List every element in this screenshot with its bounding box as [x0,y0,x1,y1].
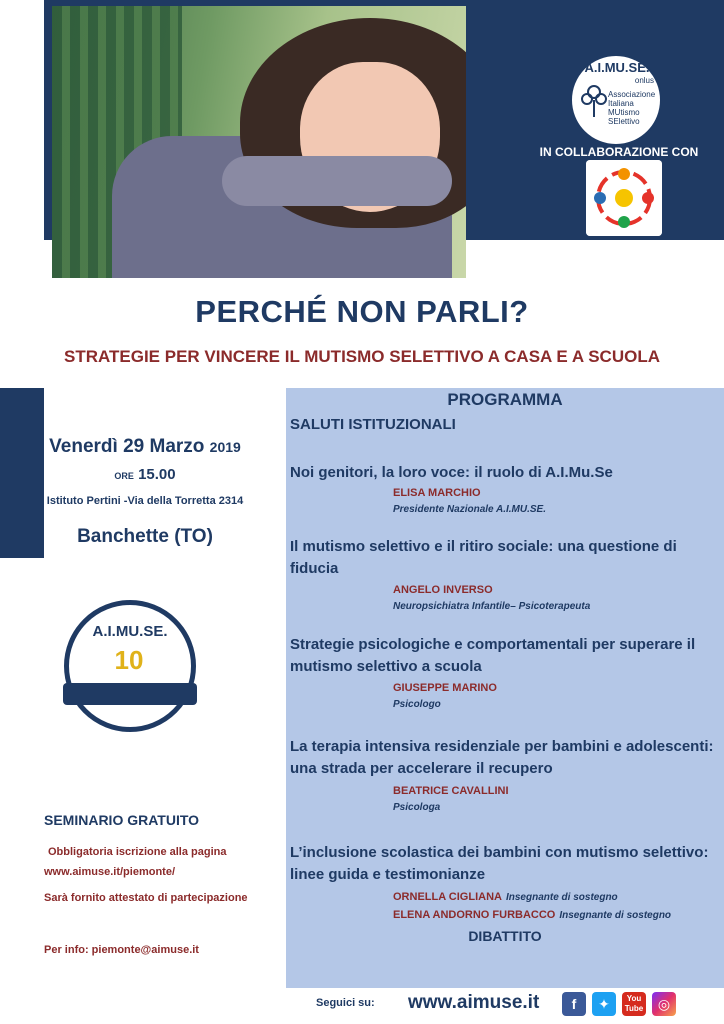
talk-title: Il mutismo selettivo e il ritiro sociale: una questione di fiducia [290,538,677,577]
header-photo [52,6,466,278]
talk-speaker: ORNELLA CIGLIANA Insegnante di sostegno [393,891,618,903]
talk-speaker: GIUSEPPE MARINO [393,682,497,694]
collaboration-label: IN COLLABORAZIONE CON [539,145,699,159]
certificate-text: Sarà fornito attestato di partecipazione [44,892,248,904]
talk-role: Presidente Nazionale A.I.MU.SE. [393,504,547,515]
registration-text: Obbligatoria iscrizione alla pagina [48,846,227,858]
talk-speaker: ELENA ANDORNO FURBACCO Insegnante di sostegno [393,909,672,921]
greetings: SALUTI ISTITUZIONALI [290,416,456,433]
event-time: ORE 15.00 [114,466,176,483]
talk-title: Strategie psicologiche e comportamentali per superare il mutismo selettivo a scuola [290,636,696,675]
follow-label: Seguici su: [316,997,375,1009]
event-city: Banchette (TO) [77,526,213,547]
instagram-icon[interactable]: ◎ [652,992,676,1016]
talk-title: L’inclusione scolastica dei bambini con mutismo selettivo: linee guida e testimonianze [290,844,709,883]
page-subtitle: STRATEGIE PER VINCERE IL MUTISMO SELETTIVO A CASA E A SCUOLA [64,347,660,366]
logo-lines: Associazione Italiana MUtismo SElettivo [608,90,656,126]
talk-speaker: ELISA MARCHIO [393,487,481,499]
talk-speaker: BEATRICE CAVALLINI [393,785,509,797]
registration-link[interactable]: www.aimuse.it/piemonte/ [44,866,176,878]
talk-role: Neuropsichiatra Infantile– Psicoterapeuta [393,601,591,612]
twitter-icon[interactable]: ✦ [592,992,616,1016]
seminar-title: SEMINARIO GRATUITO [44,812,200,828]
partner-logo [586,160,662,236]
event-venue: Istituto Pertini -Via della Torretta 2314 [46,495,244,507]
flower-icon [580,84,608,118]
website-link[interactable]: www.aimuse.it [408,992,540,1013]
program-panel [286,388,724,988]
talk-title: Noi genitori, la loro voce: il ruolo di A.I.Mu.Se [290,464,613,481]
facebook-icon[interactable]: f [562,992,586,1016]
logo-title: A.I.MU.SE. [584,60,650,75]
talk-role: Psicologo [393,699,441,710]
talk-speaker: ANGELO INVERSO [393,584,493,596]
talk-role: Psicologa [393,802,441,813]
program-heading: PROGRAMMA [447,390,563,409]
logo-onlus: onlus [634,76,654,85]
event-date: Venerdì 29 Marzo 2019 [49,436,241,457]
program-closing: DIBATTITO [468,928,542,944]
anniversary-logo: A.I.MU.SE. 10 [64,600,196,732]
info-email[interactable]: Per info: piemonte@aimuse.it [44,944,199,956]
talk-title: La terapia intensiva residenziale per bambini e adolescenti: una strada per accelerare il recupero [290,738,714,777]
aimuse-logo [570,54,662,146]
youtube-icon[interactable]: You Tube [622,992,646,1016]
page-title: PERCHÉ NON PARLI? [195,294,529,329]
